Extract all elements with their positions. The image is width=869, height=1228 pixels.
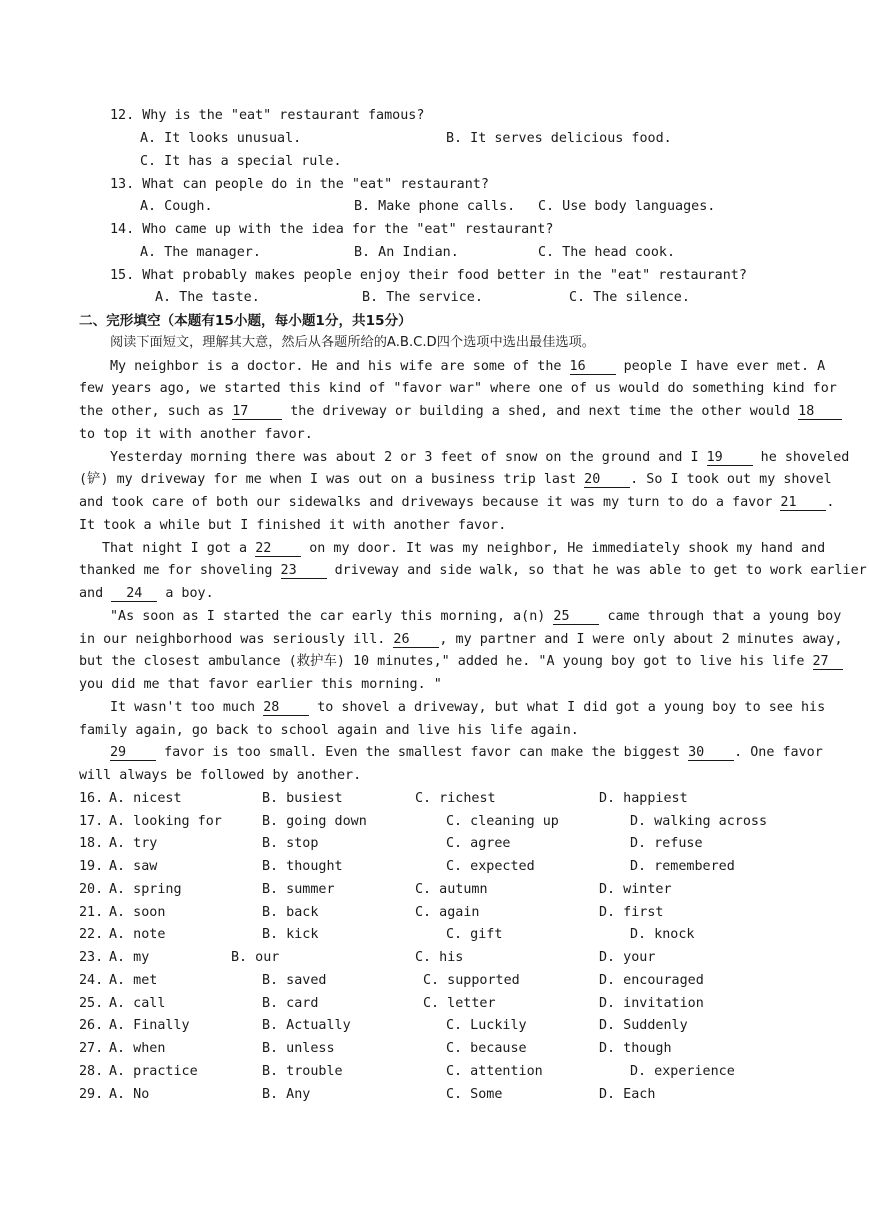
option-d: D. encouraged <box>599 973 704 988</box>
option-b: B. our <box>231 950 280 965</box>
passage-line: will always be followed by another. <box>79 768 362 783</box>
section-heading: 二、完形填空（本题有15小题，每小题1分，共15分） <box>79 313 412 329</box>
blank-20: 20 <box>584 472 630 488</box>
option-d: D. Suddenly <box>599 1018 688 1033</box>
option-b: B. stop <box>262 836 319 851</box>
passage-line <box>110 608 842 626</box>
option-c: C. letter <box>423 996 496 1011</box>
passage-line <box>79 631 843 649</box>
option: C. Use body languages. <box>538 199 716 214</box>
blank-18: 18 <box>798 404 842 420</box>
text: Yesterday morning there was about 2 or 3 feet of snow on the ground and I <box>110 450 699 465</box>
option-c: C. Some <box>446 1087 503 1102</box>
option-d: D. invitation <box>599 996 704 1011</box>
text: That night I got a <box>102 541 248 556</box>
question-number: 15. <box>110 268 135 283</box>
option: C. The head cook. <box>538 245 676 260</box>
option-a: A. spring <box>109 882 182 897</box>
text: he shoveled <box>760 450 850 465</box>
option-c: C. because <box>446 1041 527 1056</box>
blank-17: 17 <box>232 404 282 420</box>
option-b: B. going down <box>262 814 367 829</box>
question-stem: Why is the "eat" restaurant famous? <box>142 108 425 123</box>
text: thanked me for shoveling <box>79 563 273 578</box>
text: to shovel a driveway, but what I did got a young boy to see his <box>317 700 826 715</box>
option-a: A. my <box>109 950 150 965</box>
option-b: B. thought <box>262 859 343 874</box>
option-c: C. Luckily <box>446 1018 527 1033</box>
text: the driveway or building a shed, and next time the other would <box>290 404 791 419</box>
option-number: 22. <box>79 927 104 942</box>
option-c: C. autumn <box>415 882 488 897</box>
option-number: 24. <box>79 973 104 988</box>
option-d: D. though <box>599 1041 672 1056</box>
option-number: 25. <box>79 996 104 1011</box>
option-number: 19. <box>79 859 104 874</box>
text: the other, such as <box>79 404 225 419</box>
passage-line <box>110 744 823 762</box>
text: , my partner and I were only about 2 minutes away, <box>439 632 843 647</box>
option: B. The service. <box>362 290 483 305</box>
blank-19: 19 <box>707 450 753 466</box>
blank-30: 30 <box>688 745 734 761</box>
option-number: 20. <box>79 882 104 897</box>
text: "As soon as I started the car early this morning, a(n) <box>110 609 546 624</box>
option-a: A. met <box>109 973 158 988</box>
option-number: 17. <box>79 814 104 829</box>
text: and took care of both our sidewalks and driveways because it was my turn to do a favor <box>79 495 773 510</box>
option-a: A. looking for <box>109 814 222 829</box>
option-d: D. first <box>599 905 664 920</box>
question-number: 13. <box>110 177 135 192</box>
text: people I have ever met. A <box>623 359 826 374</box>
question-stem: Who came up with the idea for the "eat" restaurant? <box>142 222 554 237</box>
option-d: D. experience <box>630 1064 735 1079</box>
blank-27: 27 <box>813 654 843 670</box>
passage-line <box>79 562 867 580</box>
option: C. It has a special rule. <box>140 154 342 169</box>
text: It wasn't too much <box>110 700 256 715</box>
question-number: 12. <box>110 108 135 123</box>
text: . <box>826 495 835 510</box>
option-c: C. gift <box>446 927 503 942</box>
option-a: A. when <box>109 1041 166 1056</box>
option-d: D. knock <box>630 927 695 942</box>
text: in our neighborhood was seriously ill. <box>79 632 386 647</box>
option-number: 26. <box>79 1018 104 1033</box>
blank-21: 21 <box>780 495 826 511</box>
option-b: B. card <box>262 996 319 1011</box>
option-number: 28. <box>79 1064 104 1079</box>
option-b: B. trouble <box>262 1064 343 1079</box>
option: B. Make phone calls. <box>354 199 516 214</box>
passage-line <box>79 494 835 512</box>
option-number: 21. <box>79 905 104 920</box>
option-a: A. nicest <box>109 791 182 806</box>
section-instruction: 阅读下面短文，理解其大意，然后从各题所给的A.B.C.D四个选项中选出最佳选项。 <box>110 335 595 350</box>
question-number: 14. <box>110 222 135 237</box>
option: A. It looks unusual. <box>140 131 302 146</box>
option-a: A. soon <box>109 905 166 920</box>
text: on my door. It was my neighbor, He immediately shook my hand and <box>309 541 826 556</box>
passage-line <box>110 699 826 717</box>
option: A. The taste. <box>155 290 260 305</box>
passage-line: to top it with another favor. <box>79 427 313 442</box>
option-a: A. Finally <box>109 1018 190 1033</box>
blank-24: 24 <box>111 586 157 602</box>
option-a: A. note <box>109 927 166 942</box>
option-a: A. try <box>109 836 158 851</box>
passage-line: you did me that favor earlier this morning. " <box>79 677 442 692</box>
option-c: C. supported <box>423 973 520 988</box>
option-d: D. remembered <box>630 859 735 874</box>
blank-22: 22 <box>255 541 301 557</box>
option-b: B. summer <box>262 882 335 897</box>
text: favor is too small. Even the smallest favor can make the biggest <box>164 745 681 760</box>
text: but the closest ambulance (救护车) 10 minutes," added he. "A young boy got to live his life <box>79 654 805 669</box>
text: . One favor <box>734 745 823 760</box>
passage-line: family again, go back to school again and live his life again. <box>79 723 579 738</box>
option-b: B. back <box>262 905 319 920</box>
option-b: B. kick <box>262 927 319 942</box>
question-12 <box>110 107 424 125</box>
option-c: C. his <box>415 950 464 965</box>
text: came through that a young boy <box>607 609 842 624</box>
option-c: C. agree <box>446 836 511 851</box>
blank-29: 29 <box>110 745 156 761</box>
text: (铲) my driveway for me when I was out on a business trip last <box>79 472 577 487</box>
option-a: A. call <box>109 996 166 1011</box>
blank-25: 25 <box>553 609 599 625</box>
option-a: A. No <box>109 1087 150 1102</box>
option-d: D. winter <box>599 882 672 897</box>
option-c: C. again <box>415 905 480 920</box>
passage-line <box>110 358 826 376</box>
option-b: B. Any <box>262 1087 311 1102</box>
passage-line <box>79 403 815 421</box>
blank-16: 16 <box>570 359 616 375</box>
option-b: B. unless <box>262 1041 335 1056</box>
option-a: A. saw <box>109 859 158 874</box>
option-c: C. expected <box>446 859 535 874</box>
blank-23: 23 <box>281 563 327 579</box>
question-14 <box>110 221 553 239</box>
question-15 <box>110 267 747 285</box>
option: C. The silence. <box>569 290 690 305</box>
option-b: B. busiest <box>262 791 343 806</box>
option-number: 16. <box>79 791 104 806</box>
passage-line <box>79 653 829 671</box>
option-b: B. saved <box>262 973 327 988</box>
passage-line <box>110 449 850 467</box>
text: and <box>79 586 104 601</box>
question-13 <box>110 176 489 194</box>
text: a boy. <box>165 586 214 601</box>
question-stem: What probably makes people enjoy their food better in the "eat" restaurant? <box>142 268 747 283</box>
option-d: D. Each <box>599 1087 656 1102</box>
option-number: 18. <box>79 836 104 851</box>
passage-line: It took a while but I finished it with another favor. <box>79 518 507 533</box>
option: A. The manager. <box>140 245 261 260</box>
option-a: A. practice <box>109 1064 198 1079</box>
option-b: B. Actually <box>262 1018 351 1033</box>
option-c: C. attention <box>446 1064 543 1079</box>
option-c: C. richest <box>415 791 496 806</box>
option-d: D. walking across <box>630 814 768 829</box>
passage-line <box>102 540 826 558</box>
option: B. An Indian. <box>354 245 459 260</box>
text: driveway and side walk, so that he was able to get to work earlier <box>334 563 867 578</box>
text: My neighbor is a doctor. He and his wife are some of the <box>110 359 562 374</box>
option-number: 29. <box>79 1087 104 1102</box>
passage-line <box>79 471 832 489</box>
option-d: D. happiest <box>599 791 688 806</box>
option: B. It serves delicious food. <box>446 131 672 146</box>
blank-26: 26 <box>393 632 439 648</box>
blank-28: 28 <box>263 700 309 716</box>
option-d: D. your <box>599 950 656 965</box>
option-c: C. cleaning up <box>446 814 559 829</box>
question-stem: What can people do in the "eat" restaurant? <box>142 177 489 192</box>
passage-line: few years ago, we started this kind of "favor war" where one of us would do something kind for <box>79 381 837 396</box>
option: A. Cough. <box>140 199 213 214</box>
option-d: D. refuse <box>630 836 703 851</box>
passage-line <box>79 585 214 603</box>
option-number: 27. <box>79 1041 104 1056</box>
text: . So I took out my shovel <box>630 472 832 487</box>
option-number: 23. <box>79 950 104 965</box>
